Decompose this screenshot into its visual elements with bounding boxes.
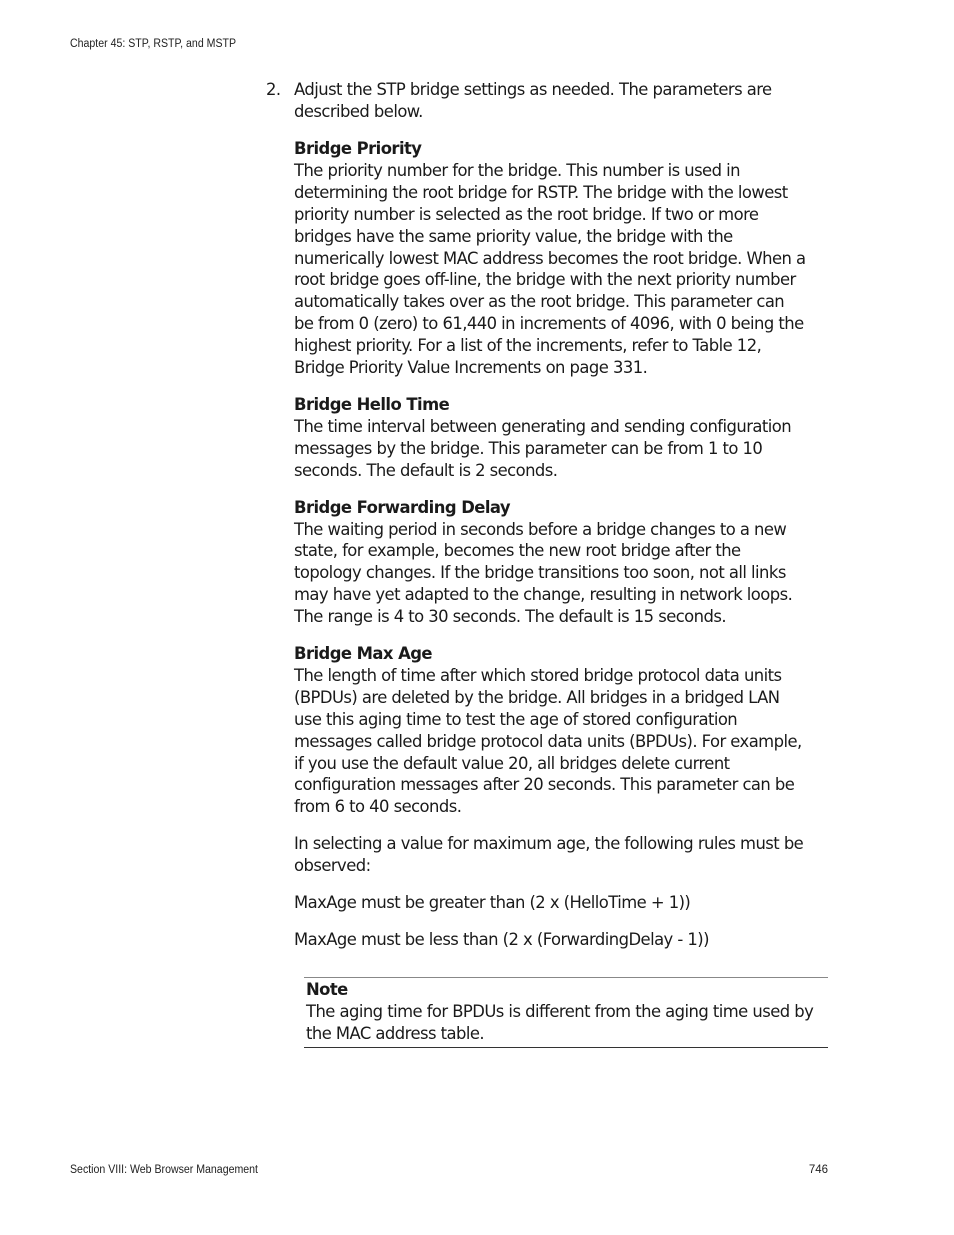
parameter-description: The priority number for the bridge. This number is used in determining the root bridge for RSTP. The bridge with the lowest priority number is selected as the root bridge. If two or more bridges have the same priority value, the bridge with the numerically lowest MAC address becomes the root bridge. When a root bridge goes off-line, the bridge with the next priority number automatically takes over as the root bridge. This parameter can be from 0 (zero) to 61,440 in increments of 4096, with 0 being the highest priority. For a list of the increments, refer to Table 12, Bridge Priority Value Increments on page 331. — [294, 160, 806, 378]
rule-max-age-less: MaxAge must be less than (2 x (ForwardingDelay - 1)) — [294, 930, 709, 949]
step-text: Adjust the STP bridge settings as needed. The parameters are described below. — [294, 80, 772, 121]
parameter-description: The length of time after which stored bridge protocol data units (BPDUs) are deleted by the bridge. All bridges in a bridged LAN use this aging time to test the age of stored configuration messages called bridge protocol data units (BPDUs). For example, if you use the default value 20, all bridges delete current configuration messages after 20 seconds. This parameter can be from 6 to 40 seconds. — [294, 665, 802, 817]
parameter-list — [294, 138, 806, 966]
parameter-bridge-hello-time — [294, 394, 806, 482]
parameter-description: The waiting period in seconds before a bridge changes to a new state, for example, becomes the new root bridge after the topology changes. If the bridge transitions too soon, not all links may have yet adapted to the change, resulting in network loops. The range is 4 to 30 seconds. The default is 15 seconds. — [294, 519, 793, 627]
footer-section: Section VIII: Web Browser Management — [70, 1164, 258, 1176]
parameter-bridge-max-age — [294, 643, 806, 818]
running-head: Chapter 45: STP, RSTP, and MSTP — [70, 38, 237, 50]
parameter-title: Bridge Forwarding Delay — [294, 497, 511, 517]
parameter-description: The time interval between generating and sending configuration messages by the bridge. This parameter can be from 1 to 10 seconds. The default is 2 seconds. — [294, 416, 792, 480]
parameter-title: Bridge Max Age — [294, 644, 432, 664]
parameter-title: Bridge Priority — [294, 139, 422, 158]
rules-intro: In selecting a value for maximum age, the following rules must be observed: — [294, 834, 804, 876]
note-text: The aging time for BPDUs is different from the aging time used by the MAC address table. — [306, 1001, 814, 1043]
rule-max-age-greater: MaxAge must be greater than (2 x (HelloTime + 1)) — [294, 893, 691, 913]
footer-page-number: 746 — [808, 1164, 828, 1176]
parameter-title: Bridge Hello Time — [294, 394, 450, 414]
step-number: 2. — [266, 80, 281, 99]
parameter-bridge-forwarding-delay — [294, 497, 806, 628]
parameter-bridge-priority — [294, 138, 806, 379]
note-title: Note — [306, 980, 348, 999]
note-box — [304, 977, 828, 1048]
